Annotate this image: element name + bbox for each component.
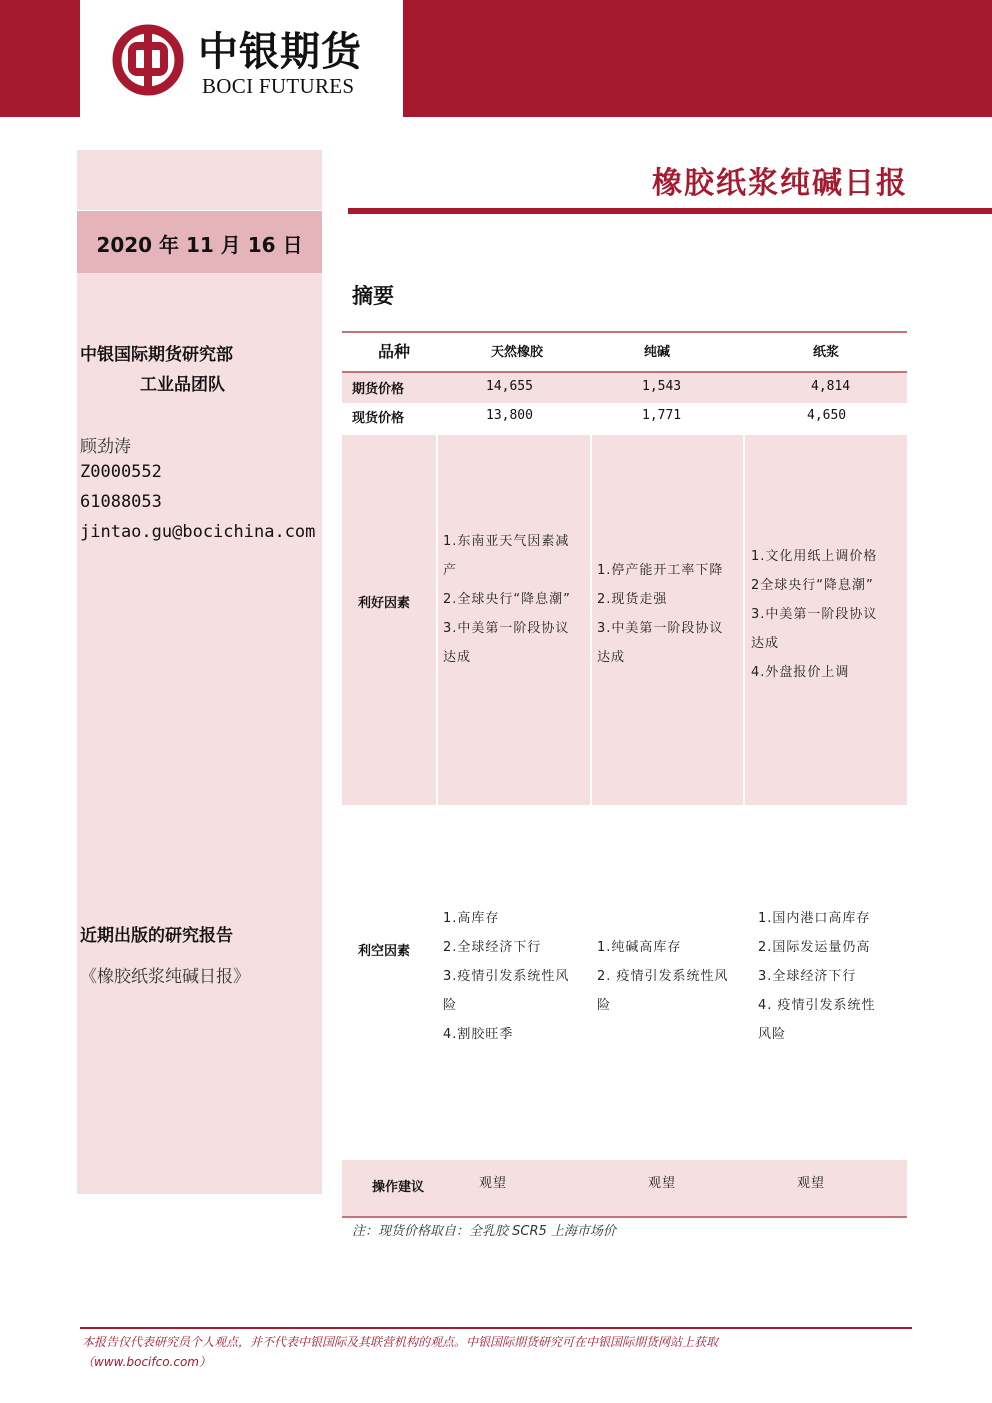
summary-heading: 摘要 <box>352 284 394 308</box>
list-item: 3.疫情引发系统性风 <box>443 969 570 984</box>
title-rule <box>348 208 992 214</box>
website-link[interactable]: （www.bocifco.com） <box>82 1355 211 1369</box>
disclaimer-line: 本报告仅代表研究员个人观点，并不代表中银国际及其联营机构的观点。中银国际期货研究可在中银国际期货网站上获取 <box>82 1335 719 1349</box>
recent-report-link[interactable]: 《橡胶纸浆纯碱日报》 <box>80 967 250 987</box>
list-item: 3.中美第一阶段协议 <box>443 621 570 636</box>
department-name: 中银国际期货研究部 <box>80 345 233 365</box>
list-item: 2.现货走强 <box>597 592 668 607</box>
list-item: 2. 疫情引发系统性风 <box>597 969 729 984</box>
row-label-bullish: 利好因素 <box>358 596 411 611</box>
list-item: 1.高库存 <box>443 911 500 926</box>
analyst-name: 顾劲涛 <box>80 437 131 457</box>
list-item: 3.全球经济下行 <box>758 969 857 984</box>
analyst-email[interactable]: jintao.gu@bocichina.com <box>80 522 316 542</box>
header-band-left <box>0 0 80 117</box>
report-date: 2020 年 11 月 16 日 <box>96 233 303 257</box>
team-name: 工业品团队 <box>140 375 225 395</box>
list-item: 风险 <box>758 1027 787 1042</box>
list-item: 2.国际发运量仍高 <box>758 940 871 955</box>
list-item: 2.全球央行“降息潮” <box>443 592 571 607</box>
analyst-license: Z0000552 <box>80 462 162 482</box>
recent-reports-heading: 近期出版的研究报告 <box>80 926 233 946</box>
list-item: 1.国内港口高库存 <box>758 911 871 926</box>
footer-rule <box>80 1327 912 1329</box>
advice-rubber: 观望 <box>479 1176 508 1191</box>
column-header-soda: 纯碱 <box>643 345 670 360</box>
list-item: 1.东南亚天气因素减 <box>443 534 570 549</box>
list-item: 达成 <box>751 636 780 651</box>
bullish-soda-list <box>597 556 743 672</box>
futures-rubber: 14,655 <box>486 379 533 394</box>
brand-name-en: BOCI FUTURES <box>202 74 355 98</box>
spot-pulp: 4,650 <box>807 408 847 423</box>
bearish-rubber-list <box>443 904 588 1049</box>
bearish-pulp-list <box>758 904 906 1049</box>
list-item: 2全球央行“降息潮” <box>751 578 874 593</box>
list-item: 3.中美第一阶段协议 <box>597 621 724 636</box>
spot-soda: 1,771 <box>642 408 682 423</box>
list-item: 险 <box>597 998 612 1013</box>
list-item: 1.文化用纸上调价格 <box>751 549 878 564</box>
table-note: 注：现货价格取自：全乳胶 SCR5 上海市场价 <box>352 1224 616 1239</box>
spot-rubber: 13,800 <box>486 408 533 423</box>
footer-disclaimer <box>82 1332 912 1372</box>
list-item: 4.割胶旺季 <box>443 1027 514 1042</box>
list-item: 1.停产能开工率下降 <box>597 563 724 578</box>
row-label-futures: 期货价格 <box>352 382 405 397</box>
row-label-bearish: 利空因素 <box>358 944 411 959</box>
list-item: 产 <box>443 563 458 578</box>
futures-pulp: 4,814 <box>811 379 851 394</box>
column-separator <box>743 435 745 805</box>
row-label-spot: 现货价格 <box>352 411 405 426</box>
boc-logo-icon <box>112 24 184 96</box>
list-item: 达成 <box>597 650 626 665</box>
list-item: 1.纯碱高库存 <box>597 940 682 955</box>
sidebar-top-panel <box>77 150 322 210</box>
analyst-phone: 61088053 <box>80 492 162 512</box>
row-label-advice: 操作建议 <box>372 1180 425 1195</box>
table-top-rule <box>342 331 907 333</box>
column-header-variety: 品种 <box>377 342 410 361</box>
brand-name-cn: 中银期货 <box>198 28 362 75</box>
bullish-rubber-list <box>443 527 588 672</box>
list-item: 达成 <box>443 650 472 665</box>
bullish-pulp-list <box>751 542 906 687</box>
column-header-rubber: 天然橡胶 <box>490 345 543 360</box>
list-item: 4.外盘报价上调 <box>751 665 850 680</box>
advice-pulp: 观望 <box>797 1176 826 1191</box>
list-item: 2.全球经济下行 <box>443 940 542 955</box>
futures-soda: 1,543 <box>642 379 682 394</box>
column-separator <box>436 435 438 805</box>
advice-soda: 观望 <box>648 1176 677 1191</box>
report-title: 橡胶纸浆纯碱日报 <box>652 166 908 201</box>
column-header-pulp: 纸浆 <box>812 345 839 360</box>
header-band-right <box>403 0 992 117</box>
column-separator <box>590 435 592 805</box>
sidebar-panel <box>77 273 322 1194</box>
list-item: 险 <box>443 998 458 1013</box>
list-item: 3.中美第一阶段协议 <box>751 607 878 622</box>
table-bottom-rule <box>342 1216 907 1218</box>
list-item: 4. 疫情引发系统性 <box>758 998 876 1013</box>
bearish-soda-list <box>597 933 747 1020</box>
